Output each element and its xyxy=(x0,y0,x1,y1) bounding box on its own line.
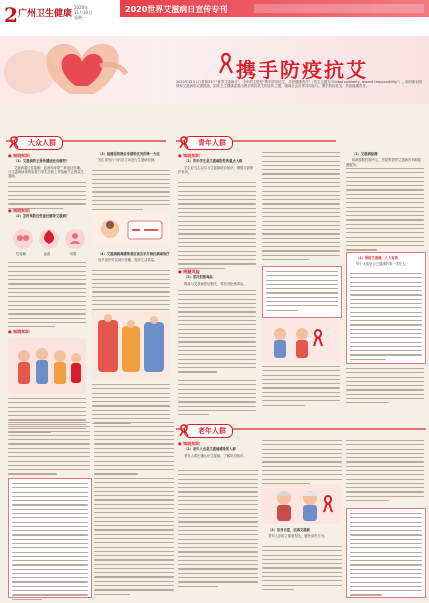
question-heading: （1）艾滋病检测 xyxy=(352,152,378,156)
body-text-block xyxy=(94,422,174,478)
icon-label-sex: 性接触 xyxy=(16,252,26,256)
box-title-wrap xyxy=(350,256,422,269)
body-text-block xyxy=(262,366,340,409)
section-header-elderly xyxy=(176,424,426,437)
general-column-1 xyxy=(8,152,86,180)
youth-column-1 xyxy=(178,152,256,176)
body-text-block xyxy=(178,380,256,419)
icon-label-mother: 母婴 xyxy=(69,252,77,256)
youth-callout-box xyxy=(262,266,342,318)
page-number: 2 xyxy=(4,3,18,27)
paragraph: 老年人应树立健康观念，避免高危行为。 xyxy=(268,534,328,539)
students-illustration xyxy=(262,320,340,362)
elderly-illustration xyxy=(262,484,342,524)
elderly-column-2b xyxy=(262,528,342,541)
paragraph: 及早治疗可以减少传播，提高生活质量。 xyxy=(98,258,158,263)
icon-label-blood: 血液 xyxy=(43,252,51,256)
intro-paragraph: 2020年12月1日是第33个"世界艾滋病日"，今年的主题是"携手防疫抗艾，共担健康责任"（英文主题为"Global solidarity, shared responsibility"）。面对新冠疫情和艾滋病的双重挑战，国家卫生健康委提出携手防疫抗艾的宣传主题，强调社会各界共同参与，携手防疫抗艾，共担健康责任。 xyxy=(176,80,423,89)
people-illustration xyxy=(8,338,86,394)
paragraph: 吸毒与艾滋病密切相关，要坚决拒绝毒品。 xyxy=(184,281,247,286)
red-ribbon-icon xyxy=(218,52,234,74)
question-heading: （2）坚决拒绝毒品 xyxy=(184,275,213,280)
body-text-block xyxy=(94,478,174,598)
section-title: 老年人群 xyxy=(184,424,233,438)
body-text-block xyxy=(92,270,170,317)
body-text-block xyxy=(266,271,338,314)
body-text-block xyxy=(350,273,422,363)
body-text-block xyxy=(346,440,424,504)
body-text-block xyxy=(346,368,424,407)
body-text-block xyxy=(178,290,256,376)
subheading: ● 规避风险 xyxy=(178,269,200,274)
question-heading: （2）洁身自爱，远离艾滋病 xyxy=(268,528,310,532)
body-text-block xyxy=(8,262,86,331)
ribbon-icon xyxy=(178,424,190,437)
section-title: 大众人群 xyxy=(14,136,63,150)
prevention-box xyxy=(346,252,426,364)
section-title: 青年人群 xyxy=(184,136,233,150)
testing-illustration xyxy=(92,212,170,246)
paragraph: 学生应当主动学习艾滋病防治知识，增强自我保护意识。 xyxy=(178,165,254,174)
subheading: ● 知晓知识 xyxy=(8,208,30,213)
paragraph: 发生高危行为后应主动进行艾滋病检测。 xyxy=(98,158,158,163)
elderly-column-1 xyxy=(178,440,258,460)
body-text-block xyxy=(92,384,170,427)
question-heading: （1）老年人也是艾滋病感染的人群 xyxy=(184,447,236,452)
subheading: ● 知晓知识 xyxy=(178,441,200,446)
paragraph: 艾滋病通过性接触、血液和母婴三种途径传播。与艾滋病病毒感染者日常生活和工作接触不会感染艾滋病。 xyxy=(8,165,84,179)
paper-logo: 广州卫生健康 xyxy=(18,9,73,19)
question-heading: （1）青年学生是艾滋病防控的重点人群 xyxy=(184,159,243,164)
subheading: ● 知晓知识 xyxy=(8,329,30,334)
body-text-block xyxy=(346,168,424,254)
ribbon-icon xyxy=(8,136,20,149)
masthead xyxy=(0,0,429,36)
body-text-block xyxy=(8,422,90,478)
bottom-left-box xyxy=(8,478,92,598)
general-column-1c xyxy=(8,328,86,335)
body-text-block xyxy=(12,483,88,603)
issue-year: 2020年 xyxy=(74,5,89,10)
paragraph: 疾病预防控制中心、医院等提供艾滋病咨询和检测服务。 xyxy=(346,158,422,167)
ribbon-icon xyxy=(178,136,190,149)
body-text-block xyxy=(178,182,256,272)
paragraph: 每个人都是自己健康的第一责任人。 xyxy=(356,262,409,267)
general-column-2 xyxy=(92,152,170,165)
question-heading: （3）检测是知晓自身感染状况的唯一方法 xyxy=(98,152,160,156)
medicine-illustration xyxy=(92,312,170,380)
bottom-right-box xyxy=(346,508,426,598)
body-text-block xyxy=(262,546,342,593)
body-text-block xyxy=(92,170,170,213)
issue-date: 11月30日 xyxy=(74,10,93,15)
banner-title: 2020世界艾滋病日宣传专刊 xyxy=(125,5,228,14)
issue-weekday: 星期一 xyxy=(74,15,86,20)
question-heading: （4）艾滋病病毒感染者应该及早开始抗病毒治疗 xyxy=(98,252,170,256)
youth-column-3 xyxy=(346,152,424,169)
subheading: ● 知晓知识 xyxy=(8,153,30,158)
body-text-block xyxy=(350,513,422,599)
youth-column-1b xyxy=(178,268,256,288)
paragraph: 老年人要正确认识艾滋病，了解防治知识。 xyxy=(184,453,247,458)
body-text-block xyxy=(262,440,342,487)
body-text-block xyxy=(178,470,258,590)
question-heading: （1）艾滋病的主要传播途径有哪些？ xyxy=(14,159,70,164)
general-column-1b xyxy=(8,207,86,221)
issue-meta xyxy=(74,5,92,20)
hero-title: 携手防疫抗艾 xyxy=(236,58,368,82)
box-title: （4）预防艾滋病，人人有责 xyxy=(356,256,398,260)
section-header-youth xyxy=(176,136,336,149)
banner-strip xyxy=(254,4,424,13)
question-heading: （2）怎样预防经性途径感染艾滋病？ xyxy=(14,214,70,219)
subheading: ● 知晓知识 xyxy=(178,153,200,158)
body-text-block xyxy=(262,152,340,263)
general-column-2b xyxy=(92,252,170,265)
section-header-general xyxy=(6,136,166,149)
